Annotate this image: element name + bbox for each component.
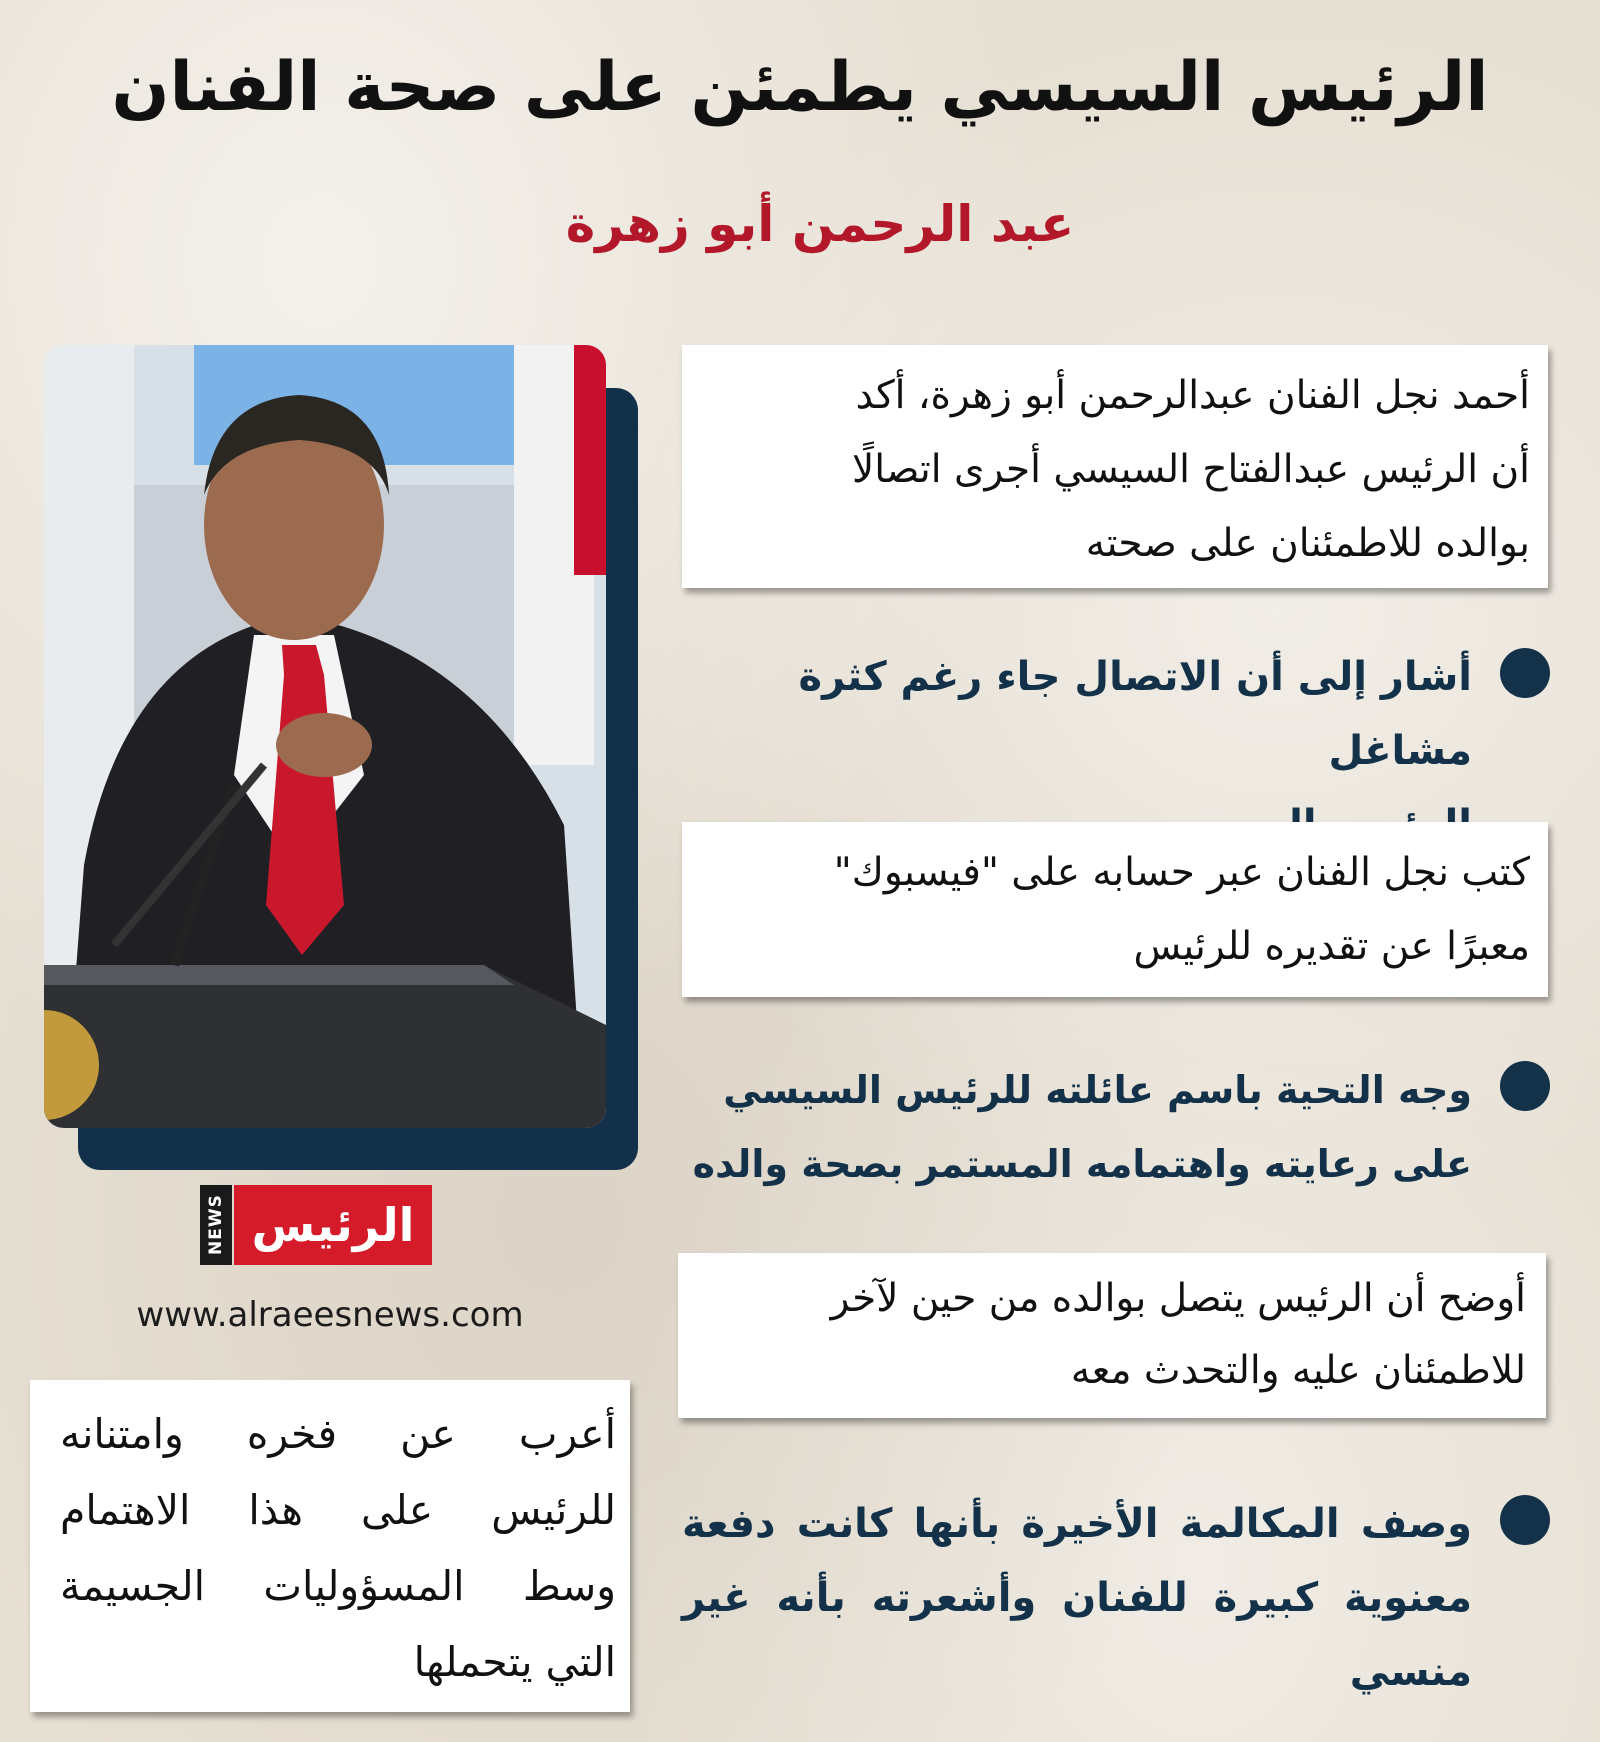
card-line: للاطمئنان عليه والتحدث معه	[1070, 1348, 1526, 1393]
bullet-point-3	[682, 1487, 1550, 1717]
bullet-line: وجه التحية باسم عائلته للرئيس السيسي	[723, 1068, 1472, 1112]
bullet-point-1	[682, 640, 1550, 790]
bullet-line: أشار إلى أن الاتصال جاء رغم كثرة مشاغل	[798, 654, 1472, 774]
page-title: الرئيس السيسي يطمئن على صحة الفنان	[111, 48, 1489, 127]
info-card-1	[682, 345, 1548, 588]
card-line: معبرًا عن تقديره للرئيس	[1133, 924, 1530, 969]
bullet-line: وصف المكالمة الأخيرة بأنها كانت دفعة	[682, 1501, 1472, 1547]
page-subtitle: عبد الرحمن أبو زهرة	[565, 195, 1075, 253]
bullet-line: منسي	[1349, 1649, 1472, 1695]
bullet-point-2	[682, 1053, 1550, 1203]
info-card-2	[682, 822, 1548, 997]
card-line: أوضح أن الرئيس يتصل بوالده من حين لآخر	[830, 1276, 1526, 1321]
site-url: www.alraeesnews.com	[136, 1295, 524, 1335]
bullet-line: معنوية كبيرة للفنان وأشعرته بأنه غير	[682, 1575, 1472, 1621]
portrait-photo	[44, 345, 606, 1128]
card-line: للرئيس على هذا الاهتمام	[60, 1486, 616, 1534]
card-line: التي يتحملها	[413, 1638, 616, 1686]
brand-logo: الرئيس	[234, 1185, 432, 1265]
portrait-illustration	[44, 345, 606, 1128]
card-line: كتب نجل الفنان عبر حسابه على "فيسبوك"	[833, 850, 1530, 895]
card-line: بوالده للاطمئنان على صحته	[1085, 521, 1530, 566]
bullet-line: على رعايته واهتمامه المستمر بصحة والده	[692, 1142, 1472, 1186]
info-card-3	[678, 1253, 1546, 1418]
card-line: أعرب عن فخره وامتنانه	[60, 1410, 616, 1458]
bullet-dot-icon	[1500, 1061, 1550, 1111]
card-line: وسط المسؤوليات الجسيمة	[60, 1562, 616, 1610]
card-line: أحمد نجل الفنان عبدالرحمن أبو زهرة، أكد	[855, 373, 1530, 418]
card-line: أن الرئيس عبدالفتاح السيسي أجرى اتصالًا	[851, 447, 1530, 492]
logo-news-tag: NEWS	[200, 1185, 232, 1265]
bullet-dot-icon	[1500, 1495, 1550, 1545]
bullet-dot-icon	[1500, 648, 1550, 698]
info-card-left	[30, 1380, 630, 1712]
